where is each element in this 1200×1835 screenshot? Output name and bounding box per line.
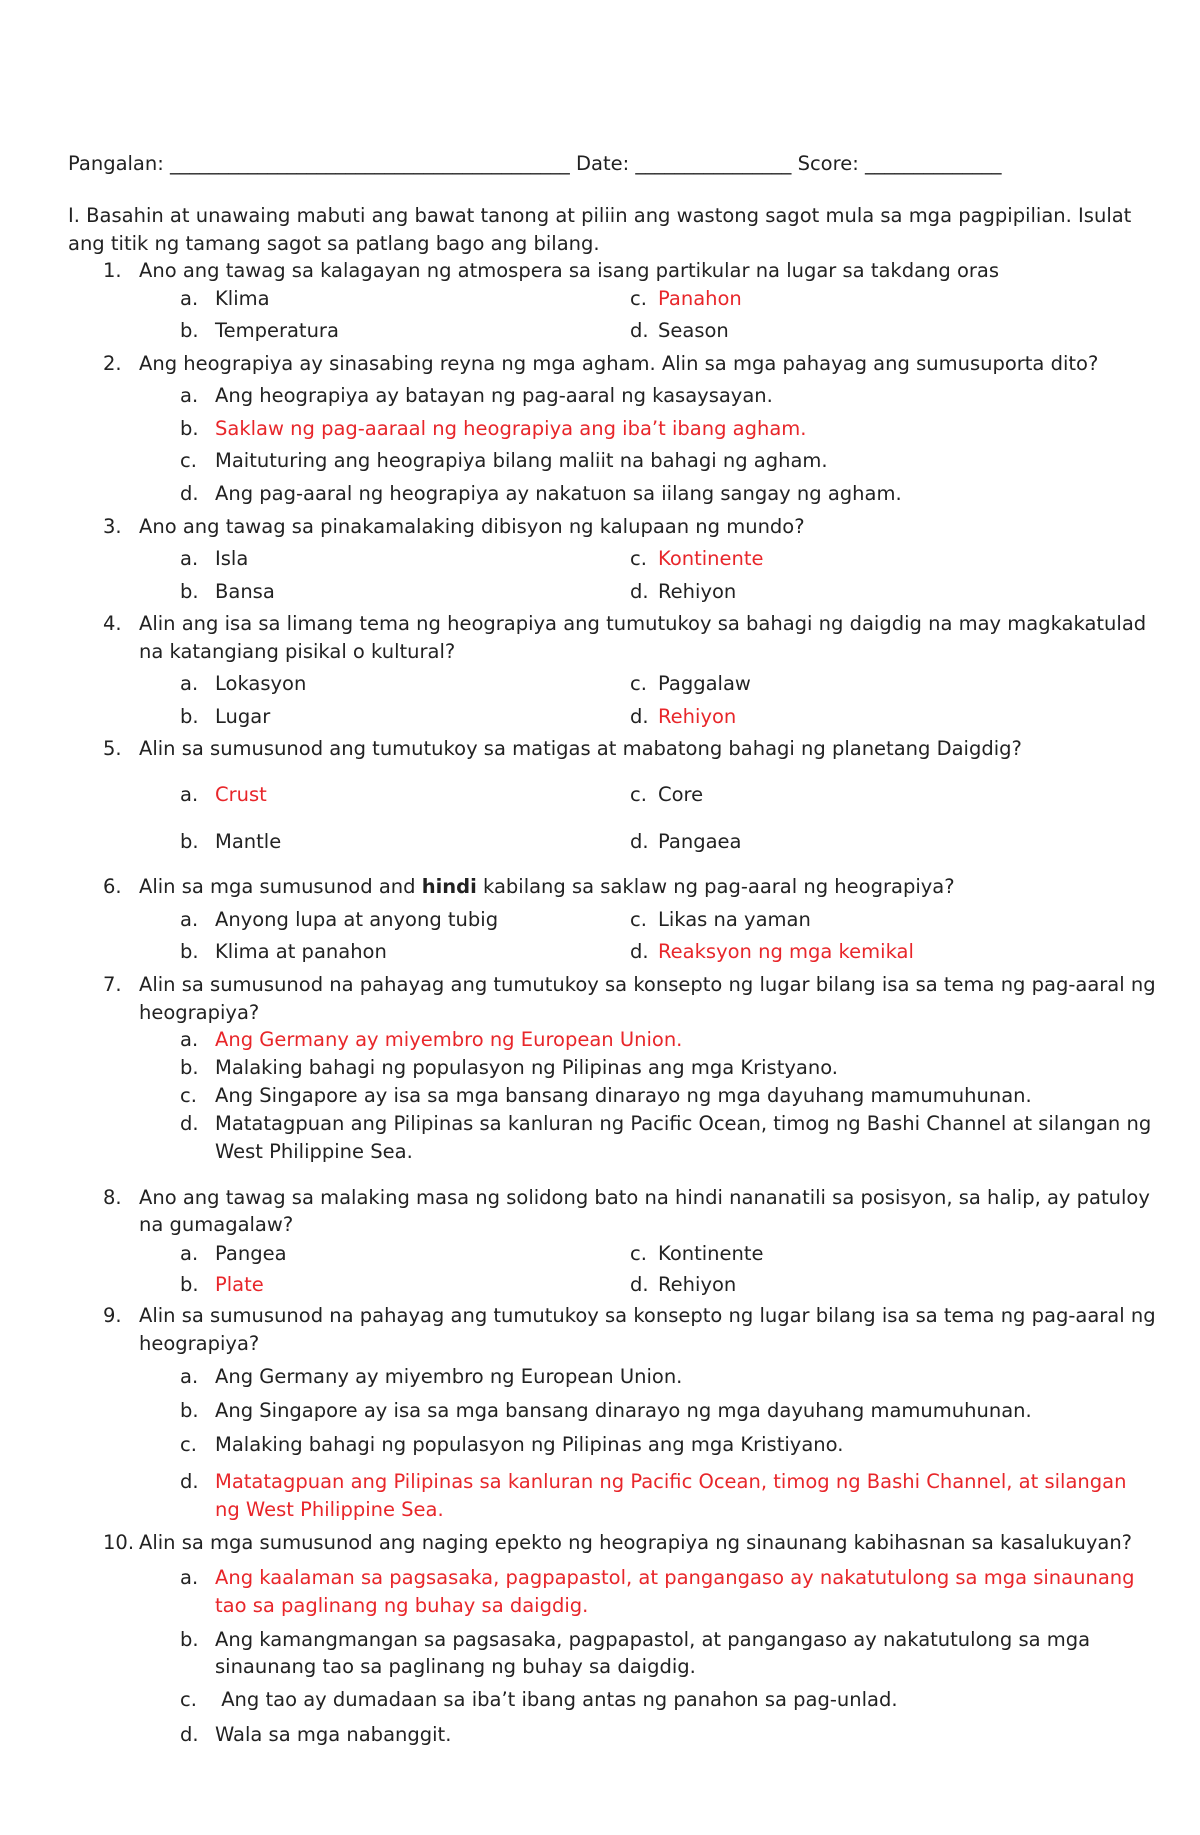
choice-text: Bansa [215,580,275,603]
choice-text: Mantle [215,830,282,853]
choice-text: Maituturing ang heograpiya bilang maliit na bahagi ng agham. [215,449,828,472]
choice-text-correct: Plate [215,1273,264,1296]
question-text-line-1: Ano ang tawag sa malaking masa ng solidong bato na hindi nananatili sa posisyon, sa halip, ay patuloy [139,1186,1150,1209]
choice-text: Malaking bahagi ng populasyon ng Pilipinas ang mga Kristiyano. [215,1433,844,1456]
choice-text: Ang Singapore ay isa sa mga bansang dinarayo ng mga dayuhang mamumuhunan. [215,1399,1032,1422]
choice-letter: b. [180,830,199,853]
name-label: Pangalan: [68,152,164,175]
question-number: 8. [103,1186,122,1209]
choice-letter: d. [180,482,199,505]
choice-letter: a. [180,1028,199,1051]
choice-text-line-1: Ang kamangmangan sa pagsasaka, pagpapastol, at pangangaso ay nakatutulong sa mga [215,1628,1091,1651]
choice-text: Ang Germany ay miyembro ng European Union. [215,1365,683,1388]
choice-letter: d. [630,1273,649,1296]
question-number: 2. [103,352,122,375]
header-line [68,151,1001,177]
question-number: 3. [103,515,122,538]
score-blank: ______________ [864,152,1002,175]
choice-letter: c. [630,1242,647,1265]
emphasis-word: hindi [421,875,477,898]
choice-letter: c. [630,672,647,695]
instructions-line-1: I. Basahin at unawaing mabuti ang bawat tanong at piliin ang wastong sagot mula sa mga pagpipilian. Isulat [68,204,1132,227]
question-text-line-1: Alin sa sumusunod na pahayag ang tumutukoy sa konsepto ng lugar bilang isa sa tema ng pag-aaral ng [139,973,1156,996]
question-text-line-2: na gumagalaw? [139,1213,294,1236]
choice-letter: b. [180,1273,199,1296]
question-number: 7. [103,973,122,996]
choice-text: Anyong lupa at anyong tubig [215,908,499,931]
choice-text: Lugar [215,705,271,728]
choice-text: Rehiyon [658,1273,737,1296]
choice-text: Paggalaw [658,672,751,695]
choice-text: Pangaea [658,830,742,853]
choice-text-correct-line-2: ng West Philippine Sea. [215,1498,444,1521]
choice-text: Rehiyon [658,580,737,603]
choice-letter: a. [180,672,199,695]
question-text: Ano ang tawag sa pinakamalaking dibisyon ng kalupaan ng mundo? [139,515,805,538]
question-text: Ano ang tawag sa kalagayan ng atmospera sa isang partikular na lugar sa takdang oras [139,259,1000,282]
choice-letter: c. [630,783,647,806]
choice-text: Ang Singapore ay isa sa mga bansang dinarayo ng mga dayuhang mamumuhunan. [215,1084,1032,1107]
choice-text-correct: Kontinente [658,547,764,570]
question-number: 1. [103,259,122,282]
choice-text: Pangea [215,1242,287,1265]
question-number: 4. [103,612,122,635]
question-text-line-2: heograpiya? [139,1332,260,1355]
choice-text: Isla [215,547,249,570]
score-label: Score: [797,152,859,175]
choice-letter: d. [630,705,649,728]
question-text-line-1: Alin sa sumusunod na pahayag ang tumutukoy sa konsepto ng lugar bilang isa sa tema ng pag-aaral ng [139,1304,1156,1327]
choice-letter: d. [630,940,649,963]
question-number: 5. [103,737,122,760]
choice-text-correct-line-1: Matatagpuan ang Pilipinas sa kanluran ng Pacific Ocean, timog ng Bashi Channel, at silangan [215,1470,1127,1493]
choice-letter: d. [180,1723,199,1746]
date-blank: ________________ [635,152,792,175]
question-text-line-1: Alin ang isa sa limang tema ng heograpiya ang tumutukoy sa bahagi ng daigdig na may magkakatulad [139,612,1147,635]
question-number: 6. [103,875,122,898]
question-text [139,874,1129,900]
choice-text-correct: Crust [215,783,267,806]
choice-letter: d. [630,580,649,603]
choice-letter: b. [180,319,199,342]
choice-letter: a. [180,547,199,570]
date-label: Date: [575,152,630,175]
choice-letter: d. [630,319,649,342]
choice-letter: a. [180,1242,199,1265]
choice-text: Ang heograpiya ay batayan ng pag-aaral ng kasaysayan. [215,384,773,407]
choice-text-correct: Ang Germany ay miyembro ng European Union. [215,1028,683,1051]
question-text: Alin sa sumusunod ang tumutukoy sa matigas at mabatong bahagi ng planetang Daigdig? [139,737,1022,760]
choice-letter: a. [180,783,199,806]
choice-text-correct-line-2: tao sa paglinang ng buhay sa daigdig. [215,1594,589,1617]
choice-text-line-1: Matatagpuan ang Pilipinas sa kanluran ng Pacific Ocean, timog ng Bashi Channel at silangan ng [215,1112,1152,1135]
choice-text: Core [658,783,704,806]
choice-text-correct-line-1: Ang kaalaman sa pagsasaka, pagpapastol, at pangangaso ay nakatutulong sa mga sinaunang [215,1566,1135,1589]
choice-letter: c. [180,1688,197,1711]
choice-text: Temperatura [215,319,339,342]
question-number: 9. [103,1304,122,1327]
question-text-end: kabilang sa saklaw ng pag-aaral ng heograpiya? [476,875,955,898]
question-text-line-2: na katangiang pisikal o kultural? [139,640,456,663]
choice-text: Lokasyon [215,672,307,695]
question-number: 10. [103,1531,135,1554]
question-text: Ang heograpiya ay sinasabing reyna ng mga agham. Alin sa mga pahayag ang sumusuporta dito? [139,352,1099,375]
choice-letter: b. [180,1056,199,1079]
choice-letter: c. [630,547,647,570]
choice-letter: c. [180,1084,197,1107]
instructions-line-2: ang titik ng tamang sagot sa patlang bago ang bilang. [68,232,600,255]
choice-text: Kontinente [658,1242,764,1265]
choice-letter: b. [180,940,199,963]
choice-text: Ang pag-aaral ng heograpiya ay nakatuon sa iilang sangay ng agham. [215,482,902,505]
choice-letter: d. [180,1470,199,1493]
choice-letter: c. [180,449,197,472]
choice-text-correct: Rehiyon [658,705,737,728]
choice-letter: c. [630,287,647,310]
choice-letter: a. [180,1566,199,1589]
question-text-start: Alin sa mga sumusunod and [139,875,422,898]
choice-text-line-2: West Philippine Sea. [215,1140,413,1163]
choice-text: Wala sa mga nabanggit. [215,1723,452,1746]
choice-letter: c. [180,1433,197,1456]
choice-text-correct: Reaksyon ng mga kemikal [658,940,914,963]
choice-text-correct: Panahon [658,287,742,310]
choice-letter: b. [180,1399,199,1422]
choice-text: Klima at panahon [215,940,387,963]
choice-text: Likas na yaman [658,908,811,931]
choice-letter: d. [630,830,649,853]
choice-letter: c. [630,908,647,931]
choice-letter: a. [180,287,199,310]
choice-text-line-2: sinaunang tao sa paglinang ng buhay sa daigdig. [215,1655,696,1678]
choice-letter: b. [180,1628,199,1651]
choice-letter: a. [180,384,199,407]
choice-letter: a. [180,908,199,931]
choice-letter: a. [180,1365,199,1388]
name-blank: _________________________________________ [170,152,570,175]
choice-text: Ang tao ay dumadaan sa iba’t ibang antas ng panahon sa pag-unlad. [215,1688,898,1711]
choice-letter: b. [180,580,199,603]
choice-text: Klima [215,287,270,310]
choice-letter: d. [180,1112,199,1135]
choice-text: Malaking bahagi ng populasyon ng Pilipinas ang mga Kristyano. [215,1056,839,1079]
question-text-line-2: heograpiya? [139,1001,260,1024]
choice-letter: b. [180,417,199,440]
choice-text: Season [658,319,729,342]
choice-text-correct: Saklaw ng pag-aaraal ng heograpiya ang iba’t ibang agham. [215,417,807,440]
question-text: Alin sa mga sumusunod ang naging epekto ng heograpiya ng sinaunang kabihasnan sa kasalukuyan? [139,1531,1133,1554]
choice-letter: b. [180,705,199,728]
